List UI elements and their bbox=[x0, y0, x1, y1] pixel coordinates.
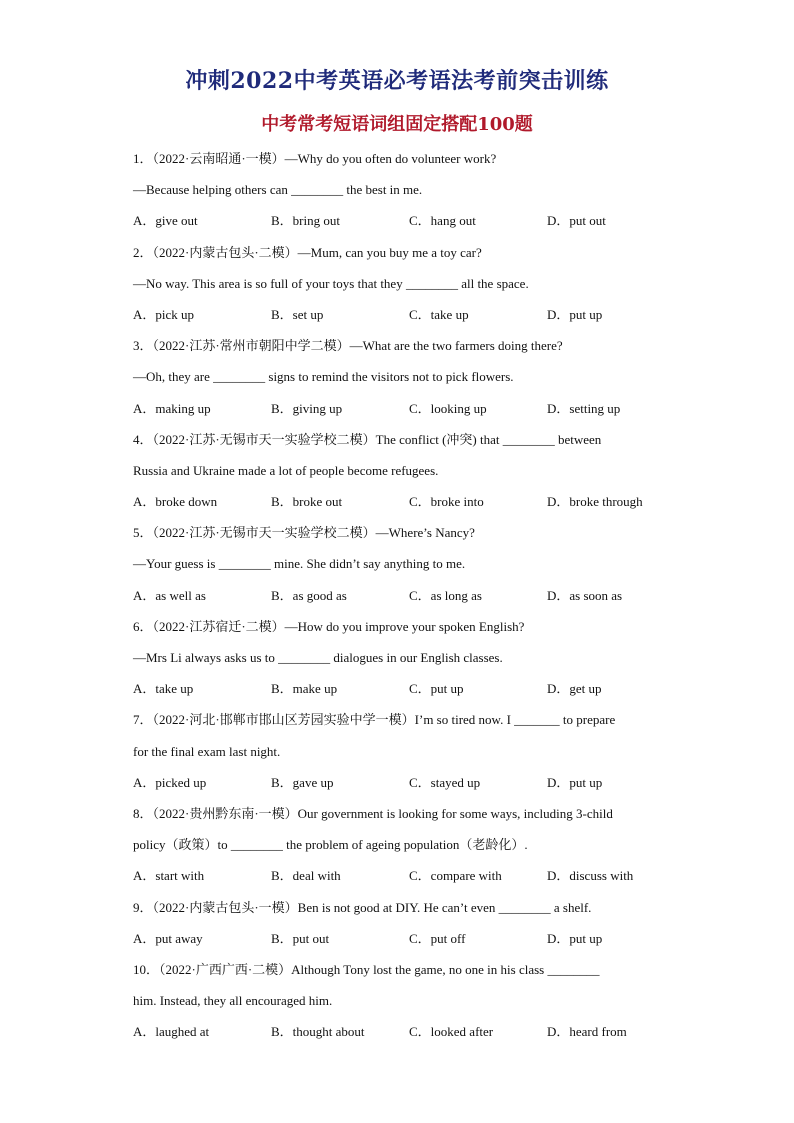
option-b: B．gave up bbox=[271, 774, 334, 790]
question-stem: 4．（2022·江苏·无锡市天一实验学校二模）The conflict (冲突) that ________ between bbox=[133, 431, 602, 447]
option-b: B．thought about bbox=[271, 1024, 365, 1040]
option-c: C．as long as bbox=[409, 587, 482, 603]
options-row bbox=[133, 865, 693, 896]
question-text: for the final exam last night. bbox=[133, 743, 281, 759]
option-d: D．as soon as bbox=[547, 587, 623, 603]
question-stem: 2．（2022·内蒙古包头·二模）—Mum, can you buy me a toy car? bbox=[133, 244, 482, 260]
question-stem: 3．（2022·江苏·常州市朝阳中学二模）—What are the two farmers doing there? bbox=[133, 338, 563, 354]
option-c: C．put off bbox=[409, 930, 466, 946]
page-subtitle: 中考常考短语词组固定搭配100题 bbox=[261, 114, 533, 135]
question-stem: 8．（2022·贵州黔东南·一模）Our government is looking for some ways, including 3-child bbox=[133, 805, 613, 821]
option-a: A．making up bbox=[133, 400, 211, 416]
option-b: B．make up bbox=[271, 681, 338, 697]
options-row bbox=[133, 585, 693, 616]
option-a: A．broke down bbox=[133, 494, 218, 510]
option-b: B．giving up bbox=[271, 400, 343, 416]
question-stem: 1．（2022·云南昭通·一模）—Why do you often do volunteer work? bbox=[133, 151, 497, 166]
option-d: D．put up bbox=[547, 306, 603, 322]
option-d: D．broke through bbox=[547, 494, 643, 510]
option-a: A．pick up bbox=[133, 306, 195, 322]
question-stem: 7．（2022·河北·邯郸市邯山区芳园实验中学一模）I’m so tired now. I _______ to prepare bbox=[133, 712, 616, 728]
options-row bbox=[133, 772, 693, 803]
question-stem: 6．（2022·江苏宿迁·二模）—How do you improve your spoken English? bbox=[133, 618, 525, 634]
option-c: C．hang out bbox=[409, 213, 476, 229]
option-c: C．put up bbox=[409, 681, 464, 697]
options-row bbox=[133, 491, 693, 522]
options-row bbox=[133, 210, 693, 241]
option-a: A．put away bbox=[133, 930, 203, 946]
question-text: —Because helping others can ________ the best in me. bbox=[133, 182, 423, 198]
option-b: B．as good as bbox=[271, 587, 347, 603]
option-c: C．take up bbox=[409, 306, 469, 322]
options-row bbox=[133, 398, 693, 429]
question-text: him. Instead, they all encouraged him. bbox=[133, 993, 333, 1009]
options-row bbox=[133, 304, 693, 335]
option-c: C．broke into bbox=[409, 494, 484, 510]
option-b: B．set up bbox=[271, 306, 324, 322]
option-c: C．compare with bbox=[409, 868, 502, 884]
option-d: D．setting up bbox=[547, 400, 621, 416]
question-list bbox=[133, 148, 693, 1052]
option-d: D．heard from bbox=[547, 1024, 627, 1040]
question-text: policy（政策）to ________ the problem of ageing population（老龄化）. bbox=[133, 837, 528, 853]
option-d: D．put up bbox=[547, 930, 603, 946]
option-b: B．bring out bbox=[271, 213, 340, 229]
question-text: —Mrs Li always asks us to ________ dialogues in our English classes. bbox=[133, 650, 503, 665]
option-d: D．put up bbox=[547, 774, 603, 790]
option-a: A．picked up bbox=[133, 774, 207, 790]
option-c: C．looking up bbox=[409, 400, 487, 416]
question-text: —Oh, they are ________ signs to remind the visitors not to pick flowers. bbox=[133, 369, 514, 385]
question-text: Russia and Ukraine made a lot of people become refugees. bbox=[133, 462, 439, 478]
option-d: D．put out bbox=[547, 213, 606, 229]
question-text: —Your guess is ________ mine. She didn’t say anything to me. bbox=[133, 556, 466, 572]
option-a: A．start with bbox=[133, 868, 205, 884]
option-b: B．deal with bbox=[271, 868, 341, 884]
option-a: A．laughed at bbox=[133, 1024, 210, 1040]
option-a: A．as well as bbox=[133, 587, 206, 603]
options-row bbox=[133, 928, 693, 959]
option-d: D．discuss with bbox=[547, 868, 634, 884]
option-a: A．take up bbox=[133, 681, 194, 697]
option-b: B．put out bbox=[271, 930, 330, 946]
question-text: —No way. This area is so full of your toys that they ________ all the space. bbox=[133, 275, 529, 291]
question-stem: 5．（2022·江苏·无锡市天一实验学校二模）—Where’s Nancy? bbox=[133, 525, 475, 541]
question-stem: 10．（2022·广西广西·二模）Although Tony lost the game, no one in his class ________ bbox=[133, 961, 600, 977]
options-row bbox=[133, 678, 693, 709]
option-a: A．give out bbox=[133, 213, 198, 229]
option-b: B．broke out bbox=[271, 494, 343, 510]
question-stem: 9．（2022·内蒙古包头·一模）Ben is not good at DIY. He can’t even ________ a shelf. bbox=[133, 899, 592, 915]
option-c: C．looked after bbox=[409, 1024, 494, 1040]
options-row bbox=[133, 1021, 693, 1052]
option-d: D．get up bbox=[547, 681, 602, 697]
option-c: C．stayed up bbox=[409, 774, 481, 790]
page-title: 冲刺2022中考英语必考语法考前突击训练 bbox=[185, 68, 609, 94]
